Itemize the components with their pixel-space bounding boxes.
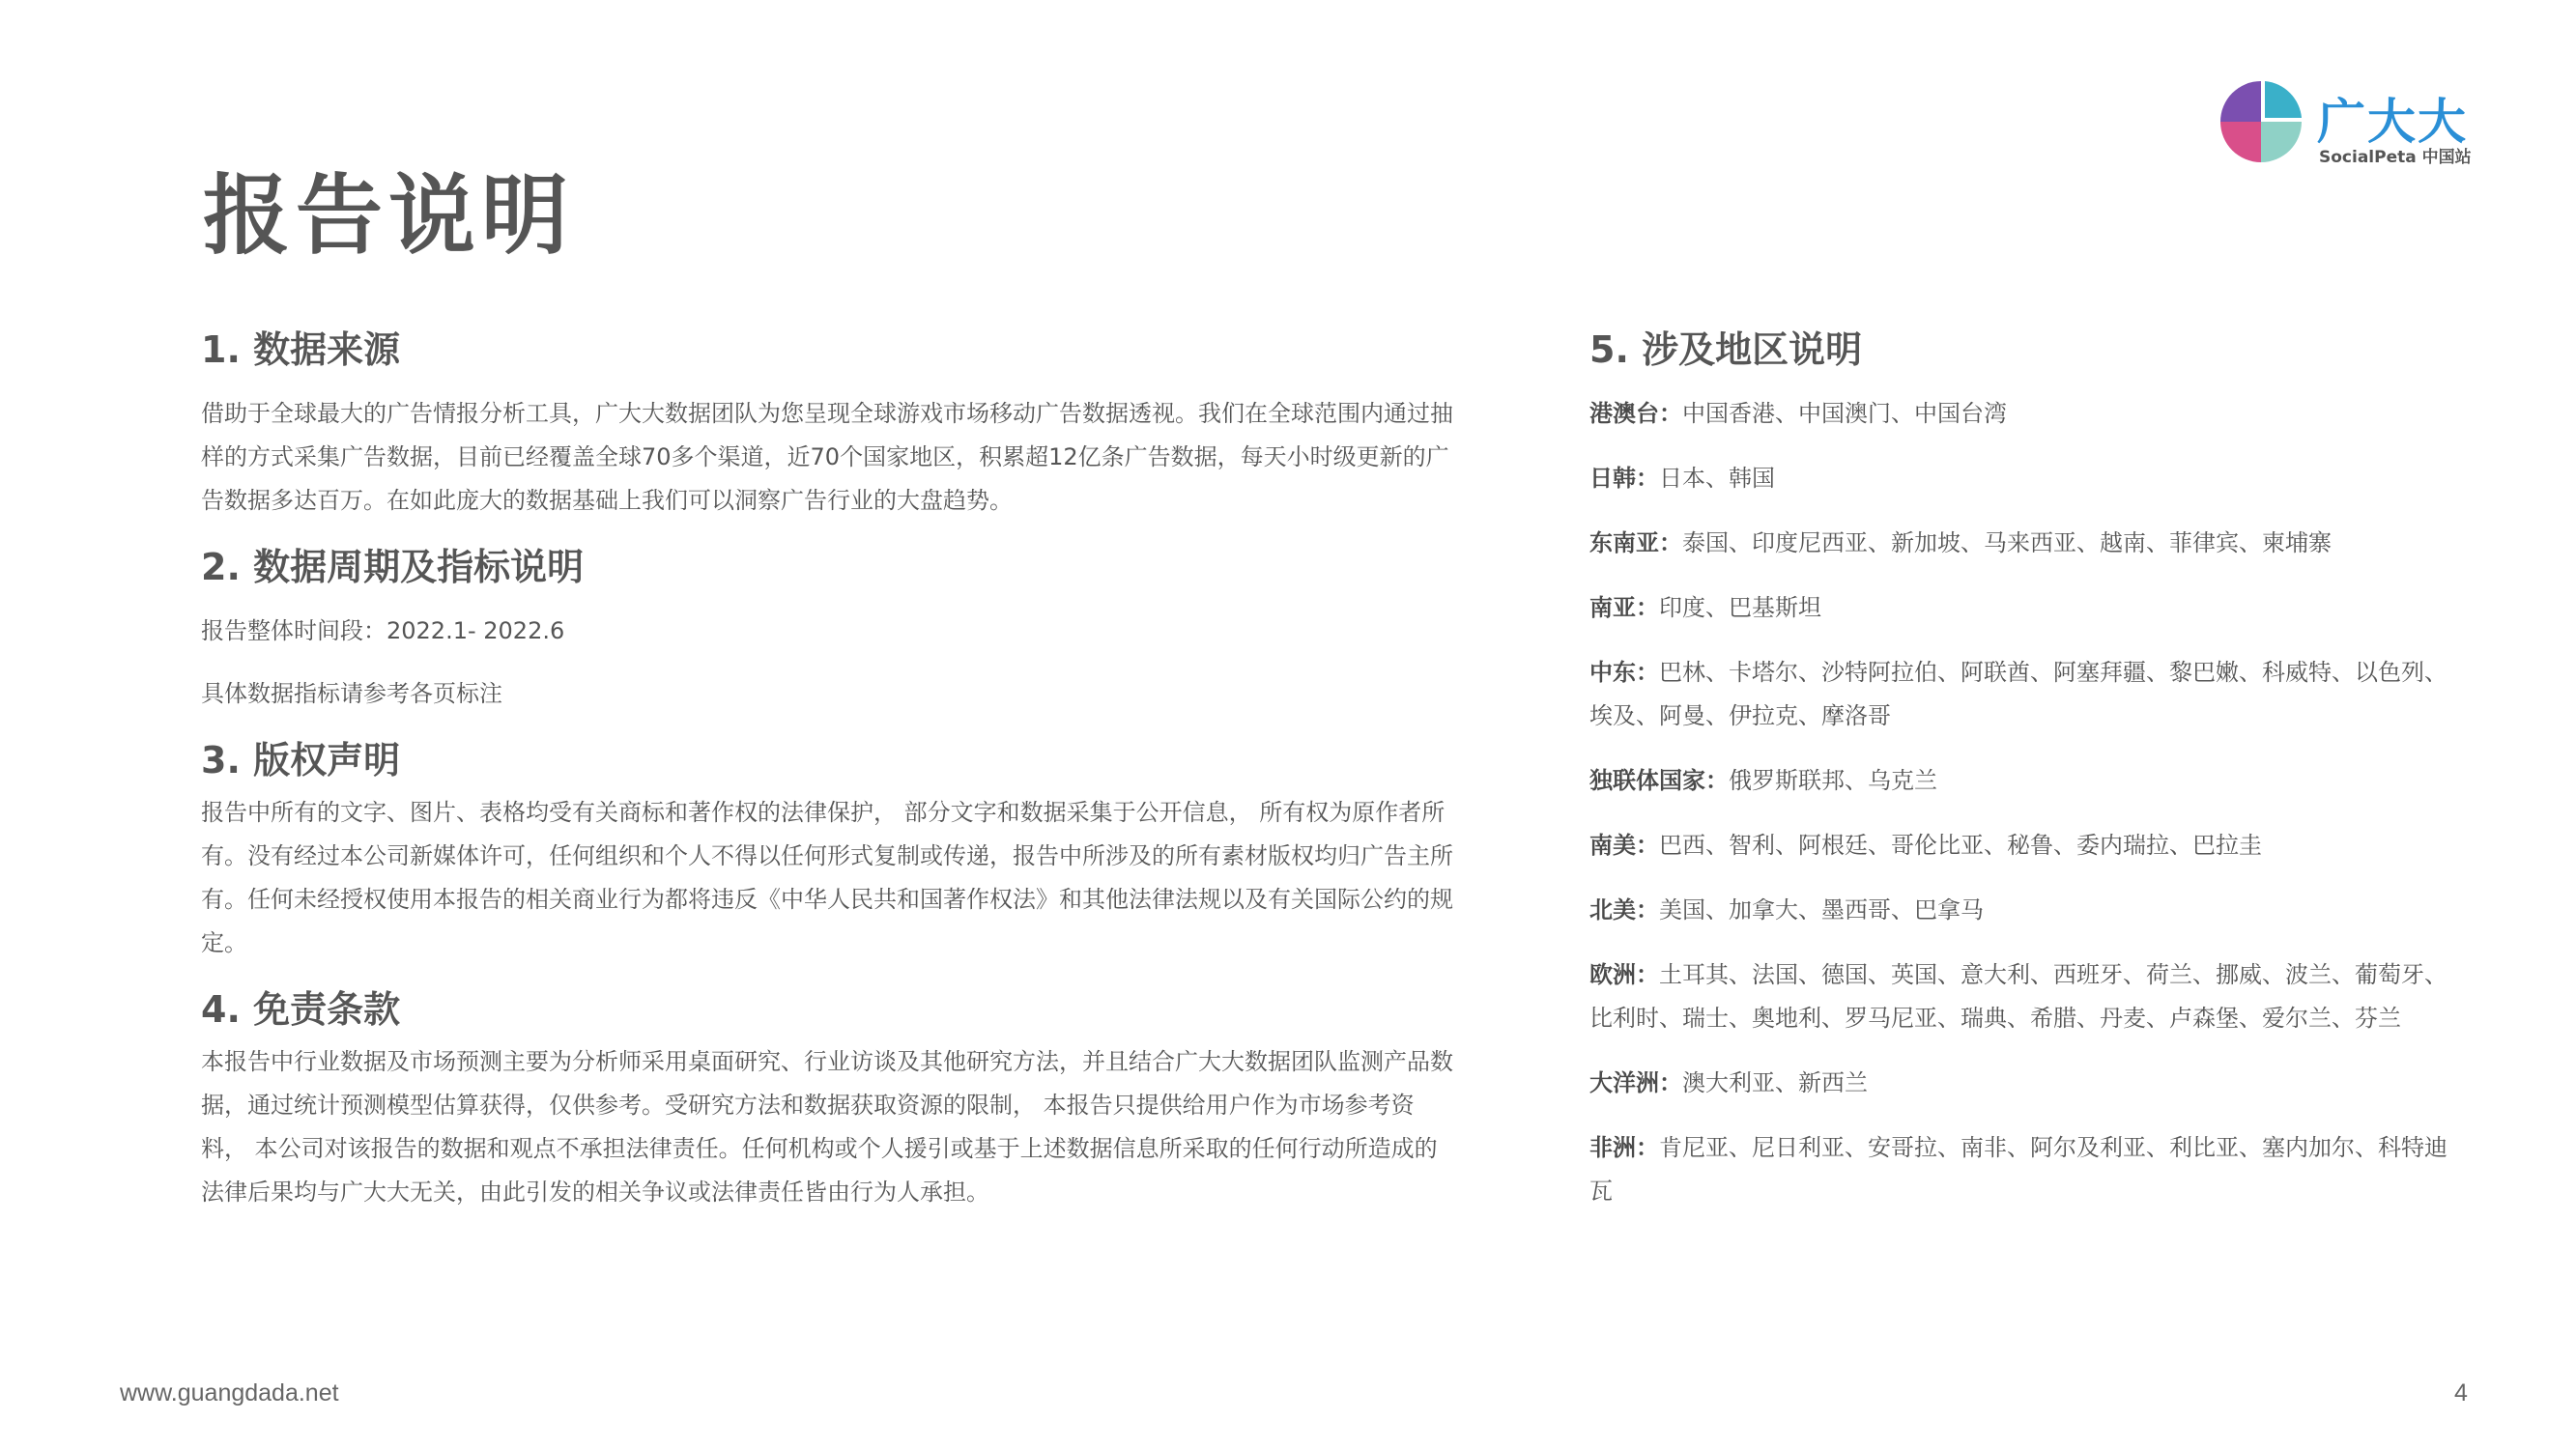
right-column bbox=[1589, 325, 2459, 1235]
footer-website-link[interactable]: www.guangdada.net bbox=[120, 1379, 339, 1406]
section-heading-data-source: 1. 数据来源 bbox=[201, 328, 401, 371]
region-item bbox=[1589, 392, 2459, 436]
region-name: 欧洲： bbox=[1589, 961, 1659, 988]
logo-brand-text: 广大大 bbox=[2317, 94, 2468, 150]
region-name: 南亚： bbox=[1589, 594, 1659, 621]
left-column bbox=[201, 325, 1457, 1214]
region-name: 港澳台： bbox=[1589, 400, 1682, 427]
disclaimer-text: 本报告中行业数据及市场预测主要为分析师采用桌面研究、行业访谈及其他研究方法，并且结合广大大数据团队监测产品数据，通过统计预测模型估算获得，仅供参考。受研究方法和数据获取资源的限制， 本报告只提供给用户作为市场参考资料， 本公司对该报告的数据和观点不承担法律责任。任何机构或个人援引或基于上述数据信息所采取的任何行动所造成的法律后果均与广大大无关，由此引发的相关争议或法律责任皆由行为人承担。 bbox=[201, 1048, 1453, 1206]
logo-subtitle: SocialPeta 中国站 bbox=[2319, 148, 2472, 167]
region-item bbox=[1589, 1126, 2459, 1213]
region-countries: 澳大利亚、新西兰 bbox=[1682, 1069, 1868, 1096]
region-item bbox=[1589, 953, 2459, 1040]
section-heading-period: 2. 数据周期及指标说明 bbox=[201, 546, 585, 588]
region-item bbox=[1589, 824, 2459, 867]
section-heading-regions: 5. 涉及地区说明 bbox=[1589, 328, 1863, 371]
region-name: 大洋洲： bbox=[1589, 1069, 1682, 1096]
section-heading-disclaimer: 4. 免责条款 bbox=[201, 988, 401, 1031]
logo-mark-icon bbox=[2220, 81, 2302, 162]
region-name: 北美： bbox=[1589, 896, 1659, 923]
region-name: 独联体国家： bbox=[1589, 767, 1729, 794]
region-countries: 巴西、智利、阿根廷、哥伦比亚、秘鲁、委内瑞拉、巴拉圭 bbox=[1659, 832, 2262, 859]
page-number: 4 bbox=[2454, 1379, 2468, 1406]
region-item bbox=[1589, 1062, 2459, 1105]
region-countries: 印度、巴基斯坦 bbox=[1659, 594, 1821, 621]
region-name: 中东： bbox=[1589, 659, 1659, 686]
brand-logo bbox=[2220, 81, 2491, 168]
region-countries: 肯尼亚、尼日利亚、安哥拉、南非、阿尔及利亚、利比亚、塞内加尔、科特迪瓦 bbox=[1589, 1134, 2447, 1205]
region-countries: 俄罗斯联邦、乌克兰 bbox=[1729, 767, 1937, 794]
region-countries: 土耳其、法国、德国、英国、意大利、西班牙、荷兰、挪威、波兰、葡萄牙、比利时、瑞士、奥地利、罗马尼亚、瑞典、希腊、丹麦、卢森堡、爱尔兰、芬兰 bbox=[1589, 961, 2447, 1032]
page-title: 报告说明 bbox=[203, 165, 574, 267]
region-countries: 日本、韩国 bbox=[1659, 465, 1775, 492]
region-item bbox=[1589, 522, 2459, 565]
region-item bbox=[1589, 651, 2459, 738]
region-name: 东南亚： bbox=[1589, 529, 1682, 556]
region-name: 非洲： bbox=[1589, 1134, 1659, 1161]
region-countries: 中国香港、中国澳门、中国台湾 bbox=[1682, 400, 2007, 427]
region-name: 日韩： bbox=[1589, 465, 1659, 492]
copyright-text: 报告中所有的文字、图片、表格均受有关商标和著作权的法律保护， 部分文字和数据采集于公开信息， 所有权为原作者所有。没有经过本公司新媒体许可，任何组织和个人不得以任何形式复制或传递，报告中所涉及的所有素材版权均归广告主所有。任何未经授权使用本报告的相关商业行为都将违反《中华人民共和国著作权法》和其他法律法规以及有关国际公约的规定。 bbox=[201, 799, 1453, 956]
region-countries: 巴林、卡塔尔、沙特阿拉伯、阿联酋、阿塞拜疆、黎巴嫩、科威特、以色列、埃及、阿曼、伊拉克、摩洛哥 bbox=[1589, 659, 2447, 729]
region-item bbox=[1589, 586, 2459, 630]
section-heading-copyright: 3. 版权声明 bbox=[201, 739, 401, 781]
region-countries: 美国、加拿大、墨西哥、巴拿马 bbox=[1659, 896, 1984, 923]
region-countries: 泰国、印度尼西亚、新加坡、马来西亚、越南、菲律宾、柬埔寨 bbox=[1682, 529, 2332, 556]
region-item bbox=[1589, 457, 2459, 500]
region-item bbox=[1589, 759, 2459, 803]
period-note-text: 具体数据指标请参考各页标注 bbox=[201, 680, 502, 707]
region-list bbox=[1589, 392, 2459, 1213]
region-item bbox=[1589, 889, 2459, 932]
region-name: 南美： bbox=[1589, 832, 1659, 859]
data-source-text: 借助于全球最大的广告情报分析工具，广大大数据团队为您呈现全球游戏市场移动广告数据透视。我们在全球范围内通过抽样的方式采集广告数据，目前已经覆盖全球70多个渠道，近70个国家地区，积累超12亿条广告数据，每天小时级更新的广告数据多达百万。在如此庞大的数据基础上我们可以洞察广告行业的大盘趋势。 bbox=[201, 400, 1453, 514]
period-range-text: 报告整体时间段：2022.1- 2022.6 bbox=[201, 617, 565, 644]
